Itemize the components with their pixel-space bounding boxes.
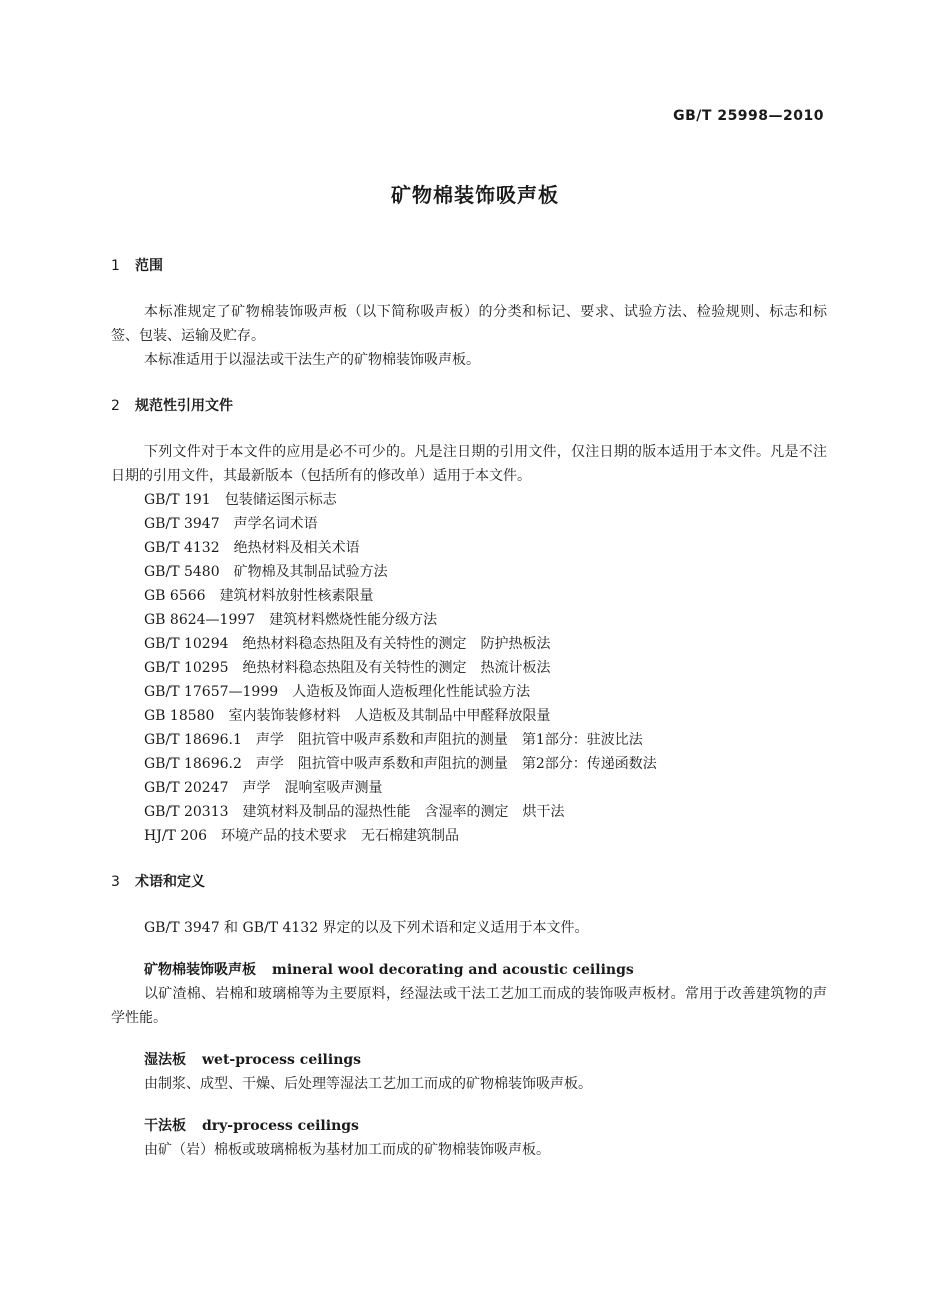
reference-item [111, 608, 827, 632]
reference-code: GB/T 10294 [144, 636, 229, 652]
reference-code: GB 8624—1997 [144, 612, 256, 628]
reference-code: HJ/T 206 [144, 828, 208, 844]
reference-list [111, 488, 827, 848]
reference-code: GB/T 17657—1999 [144, 684, 279, 700]
reference-title: 人造板及饰面人造板理化性能试验方法 [292, 684, 531, 700]
term-definition: 以矿渣棉、岩棉和玻璃棉等为主要原料，经湿法或干法工艺加工而成的装饰吸声板材。常用于改善建筑物的声学性能。 [111, 986, 827, 1026]
reference-item [111, 584, 827, 608]
reference-title: 绝热材料及相关术语 [233, 540, 360, 556]
section-3-heading [111, 870, 827, 894]
reference-code: GB/T 3947 [144, 516, 220, 532]
reference-code: GB/T 191 [144, 492, 211, 508]
document-title: 矿物棉装饰吸声板 [391, 183, 559, 207]
reference-item [111, 560, 827, 584]
reference-item [111, 512, 827, 536]
reference-code: GB/T 18696.1 [144, 732, 242, 748]
reference-code: GB 18580 [144, 708, 215, 724]
reference-item [111, 656, 827, 680]
term-definition: 由矿（岩）棉板或玻璃棉板为基材加工而成的矿物棉装饰吸声板。 [144, 1142, 550, 1158]
document-body [111, 254, 827, 1162]
reference-title: 建筑材料及制品的湿热性能 含湿率的测定 烘干法 [242, 804, 565, 820]
terms-intro: GB/T 3947 和 GB/T 4132 界定的以及下列术语和定义适用于本文件。 [144, 920, 589, 936]
section-number: 2 [111, 398, 120, 414]
term-zh: 矿物棉装饰吸声板 [144, 962, 256, 978]
references-intro: 下列文件对于本文件的应用是必不可少的。凡是注日期的引用文件，仅注日期的版本适用于本文件。凡是不注日期的引用文件，其最新版本（包括所有的修改单）适用于本文件。 [111, 444, 827, 484]
reference-title: 室内装饰装修材料 人造板及其制品中甲醛释放限量 [228, 708, 551, 724]
scope-paragraph: 本标准规定了矿物棉装饰吸声板（以下简称吸声板）的分类和标记、要求、试验方法、检验规则、标志和标签、包装、运输及贮存。 [111, 304, 827, 344]
term-definition: 由制浆、成型、干燥、后处理等湿法工艺加工而成的矿物棉装饰吸声板。 [144, 1076, 592, 1092]
reference-item [111, 824, 827, 848]
term-en: mineral wool decorating and acoustic ceilings [272, 962, 634, 978]
reference-item [111, 536, 827, 560]
reference-item [111, 704, 827, 728]
reference-code: GB 6566 [144, 588, 206, 604]
reference-item [111, 728, 827, 752]
reference-title: 建筑材料燃烧性能分级方法 [269, 612, 438, 628]
reference-title: 建筑材料放射性核素限量 [219, 588, 374, 604]
term-entry [111, 958, 827, 1030]
reference-item [111, 800, 827, 824]
term-heading [111, 1114, 827, 1138]
term-entry [111, 1048, 827, 1096]
section-title: 术语和定义 [135, 874, 205, 890]
reference-title: 绝热材料稳态热阻及有关特性的测定 热流计板法 [242, 660, 551, 676]
reference-title: 包装储运图示标志 [224, 492, 337, 508]
standard-code: GB/T 25998—2010 [673, 108, 824, 124]
term-heading [111, 958, 827, 982]
reference-item [111, 680, 827, 704]
scope-paragraph: 本标准适用于以湿法或干法生产的矿物棉装饰吸声板。 [144, 352, 480, 368]
term-entry [111, 1114, 827, 1162]
reference-item [111, 632, 827, 656]
section-number: 3 [111, 874, 120, 890]
reference-title: 声学 阻抗管中吸声系数和声阻抗的测量 第1部分：驻波比法 [255, 732, 643, 748]
term-heading [111, 1048, 827, 1072]
reference-code: GB/T 20313 [144, 804, 229, 820]
term-zh: 干法板 [144, 1118, 186, 1134]
reference-title: 声学名词术语 [233, 516, 318, 532]
reference-code: GB/T 4132 [144, 540, 220, 556]
reference-code: GB/T 18696.2 [144, 756, 242, 772]
section-number: 1 [111, 258, 120, 274]
reference-code: GB/T 20247 [144, 780, 229, 796]
term-en: wet-process ceilings [202, 1052, 362, 1068]
section-title: 范围 [135, 258, 163, 274]
reference-title: 绝热材料稳态热阻及有关特性的测定 防护热板法 [242, 636, 551, 652]
term-zh: 湿法板 [144, 1052, 186, 1068]
reference-title: 环境产品的技术要求 无石棉建筑制品 [221, 828, 460, 844]
section-1-heading [111, 254, 827, 278]
section-title: 规范性引用文件 [135, 398, 233, 414]
reference-title: 声学 阻抗管中吸声系数和声阻抗的测量 第2部分：传递函数法 [255, 756, 657, 772]
reference-title: 矿物棉及其制品试验方法 [233, 564, 388, 580]
reference-code: GB/T 5480 [144, 564, 220, 580]
reference-item [111, 488, 827, 512]
reference-code: GB/T 10295 [144, 660, 229, 676]
reference-item [111, 752, 827, 776]
term-en: dry-process ceilings [202, 1118, 359, 1134]
section-2-heading [111, 394, 827, 418]
reference-title: 声学 混响室吸声测量 [242, 780, 383, 796]
reference-item [111, 776, 827, 800]
